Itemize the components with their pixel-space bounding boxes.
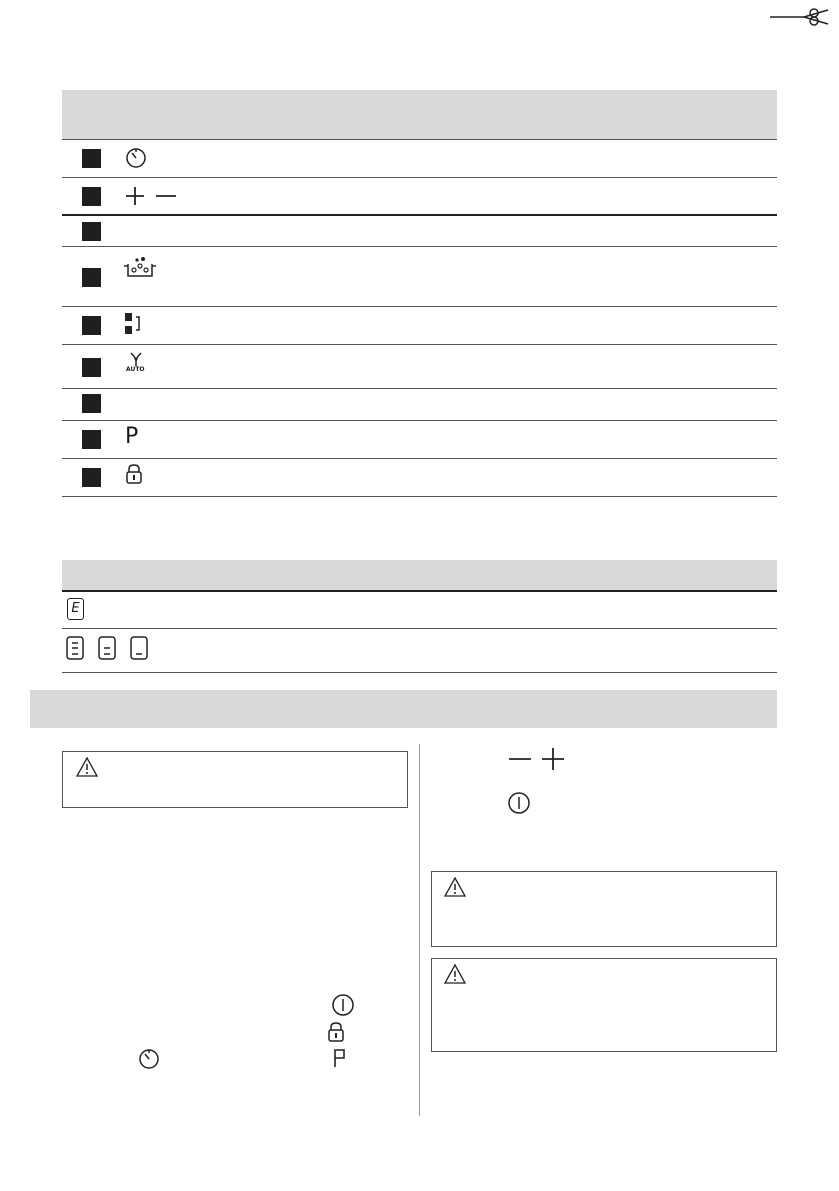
display-table-header [62, 560, 777, 590]
power-boost-icon: P [125, 424, 139, 449]
plus-minus-icon [124, 185, 178, 207]
column-divider [419, 744, 420, 1116]
scissors-icon [770, 6, 830, 28]
warning-icon [444, 877, 466, 897]
row-marker [82, 468, 101, 487]
plus-icon [541, 747, 565, 771]
warning-box [431, 871, 777, 947]
row-marker [82, 316, 101, 335]
timer-icon [137, 1046, 161, 1070]
row-marker [82, 149, 101, 168]
boost-icon [333, 1048, 347, 1068]
sensor-table-header [62, 90, 777, 139]
power-icon [507, 791, 531, 815]
row-marker [82, 222, 101, 241]
power-icon [331, 993, 355, 1017]
timer-icon [124, 145, 148, 169]
row-marker [82, 268, 101, 287]
warning-box [62, 751, 408, 808]
warning-icon [76, 757, 98, 777]
pot-bubbles-icon [122, 254, 158, 280]
warning-icon [444, 964, 466, 984]
row-marker [82, 430, 101, 449]
display-e-icon: E [67, 598, 84, 620]
row-marker [82, 394, 101, 413]
lock-icon [327, 1021, 345, 1043]
warning-box [431, 958, 777, 1052]
fan-auto-label: AUTO [126, 366, 145, 373]
section-heading-bar [30, 690, 777, 728]
row-marker [82, 358, 101, 377]
lock-icon [125, 463, 143, 485]
bridge-icon [124, 312, 144, 336]
minus-icon [508, 749, 532, 769]
residual-heat-icons [66, 636, 156, 662]
row-marker [82, 187, 101, 206]
